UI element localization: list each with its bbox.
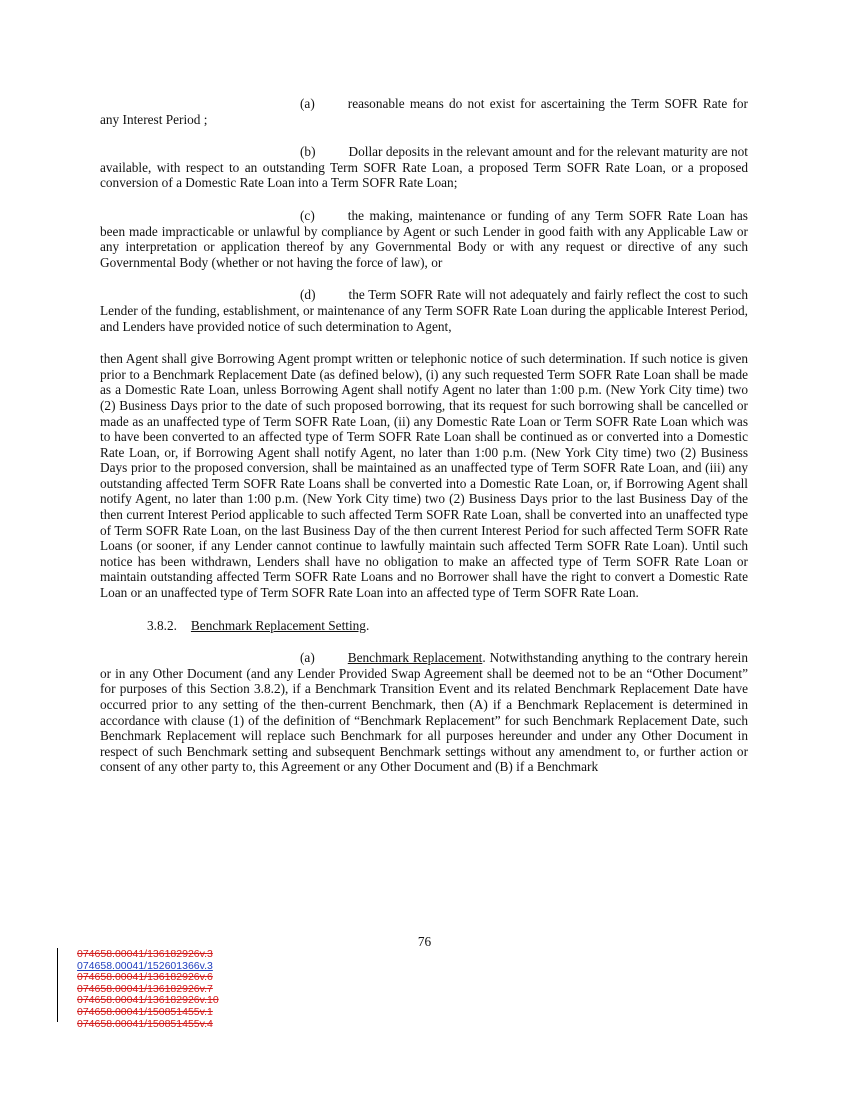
clause-b-label: (b): [300, 144, 316, 160]
clause-a-label: (a): [300, 96, 315, 111]
clause-b: [100, 144, 748, 191]
doc-id-inserted: 074658.00041/152601366v.3: [77, 959, 213, 972]
document-page: [100, 96, 748, 792]
replacement-title: Benchmark Replacement: [347, 650, 483, 666]
doc-id-deleted: 074658.00041/136182926v.6: [77, 971, 213, 984]
clause-a: [100, 96, 748, 127]
clause-c-label: (c): [300, 207, 315, 223]
clause-d: [100, 287, 748, 334]
page-number: 76: [417, 934, 432, 949]
clause-d-text: the Term SOFR Rate will not adequately and fairly reflect the cost to such Lender of the funding, establishment, or maintenance of any Term SOFR Rate Loan during the applicable Interest Period, and Lenders have provided notice of such determination to Agent,: [100, 287, 748, 334]
clause-a-text: reasonable means do not exist for ascertaining the Term SOFR Rate for any Interest Period ;: [100, 96, 748, 127]
section-heading: [147, 618, 748, 634]
doc-id-deleted: 074658.00041/150851455v.1: [77, 1005, 213, 1018]
clause-c-text: the making, maintenance or funding of any Term SOFR Rate Loan has been made impracticable or unlawful by compliance by Agent or such Lender in good faith with any Applicable Law or any interpretation or application thereof by any Governmental Body or with any request or directive of any such Governmental Body (whether or not having the force of law), or: [100, 207, 748, 270]
clause-b-text: Dollar deposits in the relevant amount and for the relevant maturity are not available, with respect to an outstanding Term SOFR Rate Loan, a proposed Term SOFR Rate Loan, or a proposed conversion of a Domestic Rate Loan into a Term SOFR Rate Loan;: [100, 144, 748, 191]
document-id-footer: [77, 949, 219, 1030]
clause-c: [100, 208, 748, 270]
doc-id-deleted: 074658.00041/136182926v.7: [77, 982, 213, 995]
clause-d-label: (d): [300, 287, 316, 303]
section-title-suffix: .: [365, 617, 370, 633]
doc-id-deleted: 074658.00041/136182926v.10: [77, 994, 219, 1007]
revision-bar: [57, 948, 58, 1022]
then-paragraph: then Agent shall give Borrowing Agent prompt written or telephonic notice of such determination. If such notice is given prior to a Benchmark Replacement Date (as defined below), (i) any such requested Term SOFR Rate Loan shall be made as a Domestic Rate Loan, unless Borrowing Agent shall notify Agent no later than 1:00 p.m. (New York City time) two (2) Business Days prior to the date of such proposed borrowing, that its request for such borrowing shall be cancelled or made as an unaffected type of Term SOFR Rate Loan, (ii) any Domestic Rate Loan or Term SOFR Rate Loan which was to have been converted to an affected type of Term SOFR Rate Loan shall be continued as or converted into a Domestic Rate Loan, or, if Borrowing Agent shall notify Agent, no later than 1:00 p.m. (New York City time) two (2) Business Days prior to the proposed conversion, shall be maintained as an unaffected type of Term SOFR Rate Loan, and (iii) any outstanding affected Term SOFR Rate Loans shall be converted into a Domestic Rate Loan, or, if Borrowing Agent shall notify Agent, no later than 1:00 p.m. (New York City time) two (2) Business Days prior to the last Business Day of the then current Interest Period applicable to such affected Term SOFR Rate Loan, shall be converted into an unaffected type of Term SOFR Rate Loan, on the last Business Day of the then current Interest Period for such affected Term SOFR Rate Loans (or sooner, if any Lender cannot continue to lawfully maintain such affected Term SOFR Rate Loan). Until such notice has been withdrawn, Lenders shall have no obligation to make an affected type of Term SOFR Rate Loan or maintain outstanding affected Term SOFR Rate Loans and no Borrower shall have the right to convert a Domestic Rate Loan or an unaffected type of Term SOFR Rate Loan into an affected type of Term SOFR Rate Loan.: [100, 351, 748, 601]
doc-id-deleted: 074658.00041/150851455v.4: [77, 1017, 213, 1030]
benchmark-replacement-paragraph: [100, 650, 748, 775]
section-title: Benchmark Replacement Setting: [190, 617, 366, 633]
section-number: 3.8.2.: [147, 617, 177, 633]
replacement-label: (a): [300, 650, 315, 666]
doc-id-deleted: 074658.00041/136182926v.3: [77, 948, 213, 960]
replacement-text: . Notwithstanding anything to the contrary herein or in any Other Document (and any Lender Provided Swap Agreement shall be deemed not to be an “Other Document” for purposes of this Section 3.8.2), if a Benchmark Transition Event and its related Benchmark Replacement Date have occurred prior to any setting of the then-current Benchmark, then (A) if a Benchmark Replacement is determined in accordance with clause (1) of the definition of “Benchmark Replacement” for such Benchmark Replacement Date, such Benchmark Replacement will replace such Benchmark for all purposes hereunder and under any Other Document in respect of such Benchmark setting and subsequent Benchmark settings without any amendment to, or further action or consent of any other party to, this Agreement or any Other Document and (B) if a Benchmark: [100, 650, 748, 775]
